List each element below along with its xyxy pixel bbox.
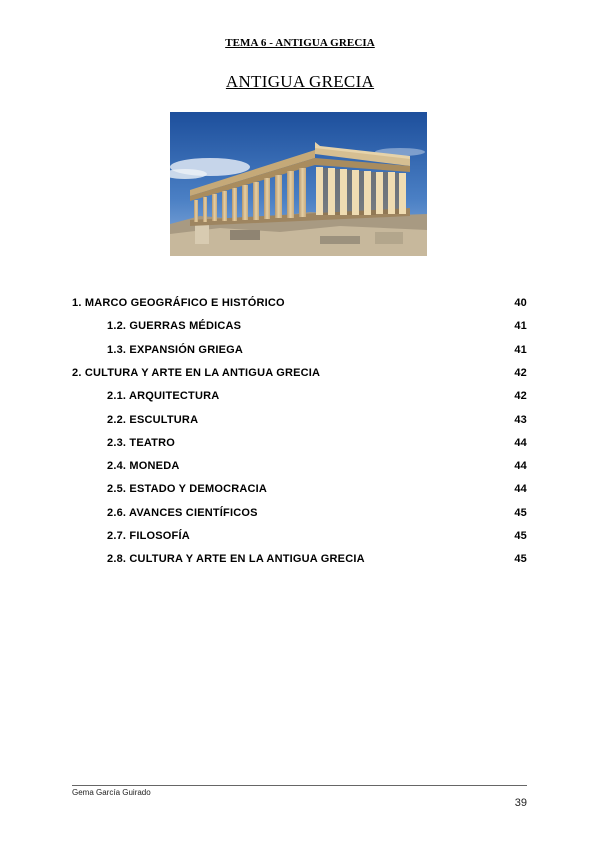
footer-divider [72,785,527,786]
toc-entry-label: 2.3. TEATRO [107,437,176,449]
toc-entry-label: 2.8. CULTURA Y ARTE EN LA ANTIGUA GRECIA [107,553,365,565]
toc-entry[interactable] [0,483,600,499]
toc-entry-label: 2.7. FILOSOFÍA [107,530,190,542]
toc-entry-label: 2.2. ESCULTURA [107,414,199,426]
toc-entry[interactable] [0,530,600,546]
toc-entry-page: 41 [514,344,527,356]
toc-entry-page: 45 [514,507,527,519]
toc-entry-page: 40 [514,297,527,309]
toc-entry[interactable] [0,297,600,313]
toc-entry[interactable] [0,507,600,523]
toc-entry[interactable] [0,460,600,476]
toc-entry-label: 2.1. ARQUITECTURA [107,390,220,402]
toc-entry-page: 45 [514,553,527,565]
toc-entry[interactable] [0,367,600,383]
toc-entry-page: 41 [514,320,527,332]
page-header: TEMA 6 - ANTIGUA GRECIA [225,37,375,49]
footer-author: Gema García Guirado [72,788,151,797]
toc-entry-label: 2. CULTURA Y ARTE EN LA ANTIGUA GRECIA [72,367,321,379]
toc-entry[interactable] [0,344,600,360]
toc-entry[interactable] [0,414,600,430]
toc-entry-label: 1.3. EXPANSIÓN GRIEGA [107,344,244,356]
toc-entry-page: 43 [514,414,527,426]
toc-entry[interactable] [0,390,600,406]
toc-entry-label: 1. MARCO GEOGRÁFICO E HISTÓRICO [72,297,285,309]
toc-entry-label: 2.5. ESTADO Y DEMOCRACIA [107,483,268,495]
toc-entry-label: 1.2. GUERRAS MÉDICAS [107,320,242,332]
toc-entry-page: 45 [514,530,527,542]
page-title: ANTIGUA GRECIA [225,72,375,91]
toc-entry-label: 2.4. MONEDA [107,460,180,472]
toc-entry-page: 44 [514,460,527,472]
toc-entry-label: 2.6. AVANCES CIENTÍFICOS [107,507,258,519]
toc-entry[interactable] [0,320,600,336]
toc-entry-page: 44 [514,483,527,495]
toc-entry-page: 42 [514,367,527,379]
toc-entry[interactable] [0,553,600,569]
toc-entry-page: 42 [514,390,527,402]
toc-entry-page: 44 [514,437,527,449]
toc-entry[interactable] [0,437,600,453]
footer-page-number: 39 [514,797,527,809]
